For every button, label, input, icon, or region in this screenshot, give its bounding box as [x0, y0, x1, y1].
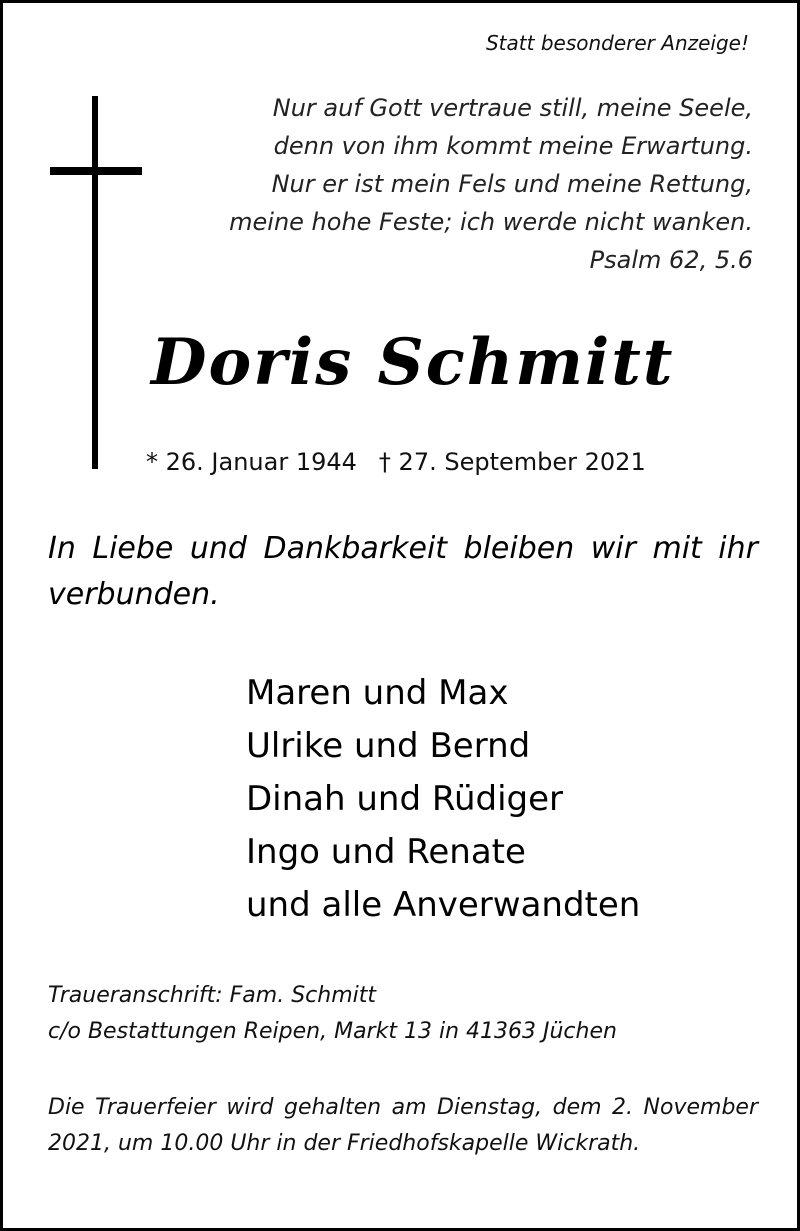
verse-line: meine hohe Feste; ich werde nicht wanken. [229, 208, 753, 236]
life-dates [146, 448, 646, 476]
verse-line: Nur er ist mein Fels und meine Rettung, [271, 170, 753, 198]
funeral-service-info: Die Trauerfeier wird gehalten am Dienstag, dem 2. November 2021, um 10.00 Uhr in der Friedhofskapelle Wickrath. [48, 1095, 758, 1156]
survivor-entry: Dinah und Rüdiger [246, 779, 564, 819]
memorial-text: In Liebe und Dankbarkeit bleiben wir mit ihr verbunden. [48, 531, 758, 612]
address-line: c/o Bestattungen Reipen, Markt 13 in 41363 Jüchen [48, 1019, 617, 1044]
survivors-list [246, 667, 640, 932]
verse-line: denn von ihm kommt meine Erwartung. [273, 132, 753, 160]
cross-icon-horizontal-beam [50, 167, 142, 175]
survivor-entry: Ingo und Renate [246, 832, 526, 872]
verse-reference: Psalm 62, 5.6 [589, 246, 753, 274]
birth-date: * 26. Januar 1944 [146, 448, 357, 476]
address-line: Traueranschrift: Fam. Schmitt [48, 983, 376, 1008]
header-note: Statt besonderer Anzeige! [485, 31, 749, 55]
survivor-entry: und alle Anverwandten [246, 885, 641, 925]
cross-icon-vertical-beam [92, 96, 98, 469]
mourning-address [48, 978, 617, 1050]
survivor-entry: Ulrike und Bernd [246, 726, 531, 766]
death-date: † 27. September 2021 [378, 448, 646, 476]
survivor-entry: Maren und Max [246, 673, 509, 713]
verse-line: Nur auf Gott vertraue still, meine Seele, [272, 94, 753, 122]
deceased-name: Doris Schmitt [151, 325, 675, 400]
bible-verse [193, 89, 753, 279]
